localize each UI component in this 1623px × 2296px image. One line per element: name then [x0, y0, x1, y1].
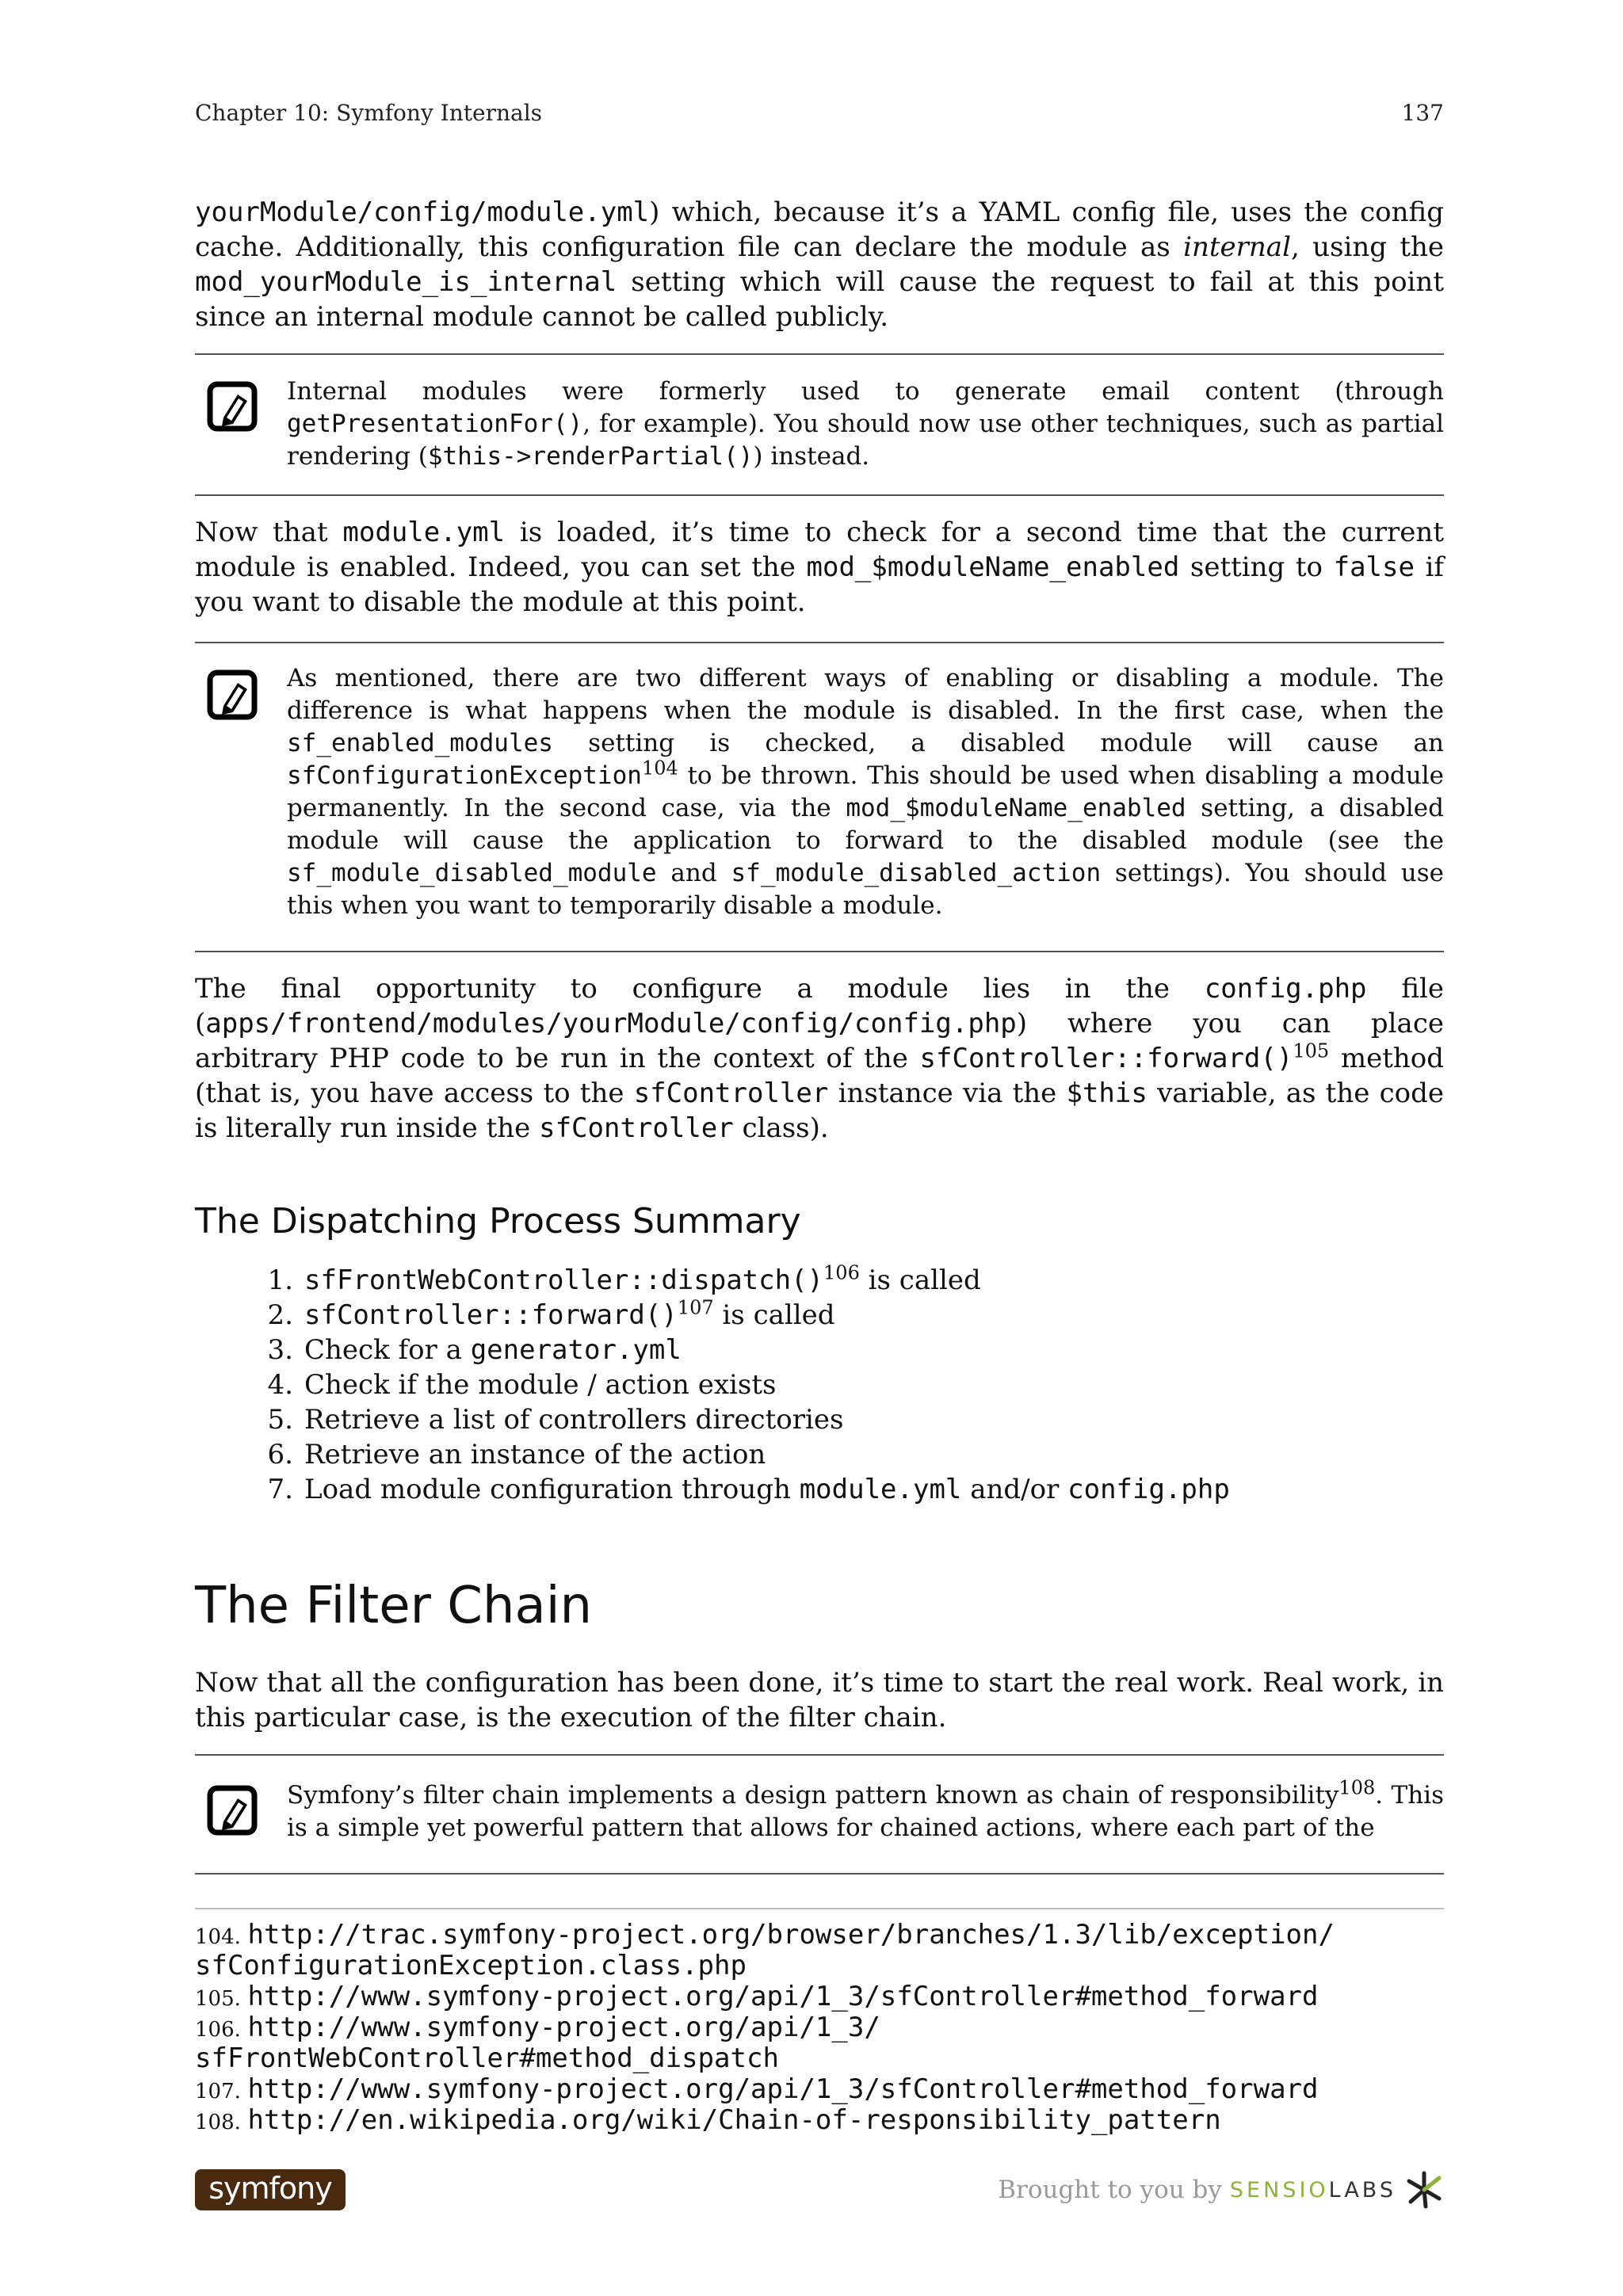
footnote-link[interactable]: http://en.wikipedia.org/wiki/Chain-of-responsibility_pattern: [247, 2104, 1221, 2136]
code-inline: mod_$moduleName_enabled: [846, 794, 1186, 822]
paragraph-module-enabled: Now that module.yml is loaded, it’s time to check for a second time that the current module is enabled. Indeed, you can set the mod_$moduleName_enabled setting to false if you want to disable the module at this point.: [195, 517, 1444, 618]
code-inline: module.yml: [799, 1474, 962, 1505]
symfony-logo-text: symfony: [208, 2171, 332, 2206]
note-icon: [206, 669, 258, 721]
list-item: 2. sfController::forward()$^{107}$ is called: [267, 1296, 835, 1331]
page-number: 137: [1401, 100, 1444, 126]
footnote-ref-105[interactable]: 105: [1293, 1039, 1330, 1062]
footnotes: [195, 1908, 1444, 2137]
footnote-link[interactable]: sfFrontWebController#method_dispatch: [195, 2042, 779, 2074]
footnote-106: 106. http://www.symfony-project.org/api/1_3/ sfFrontWebController#method_dispatch: [195, 2012, 880, 2074]
code-inline: false: [1333, 551, 1415, 583]
note-box-chain-of-responsibility: Symfony’s filter chain implements a design pattern known as chain of responsibility$^{108}$. This is a simple yet powerful pattern that allows for chained actions, where each part of the: [195, 1754, 1444, 1875]
code-inline: sf_enabled_modules: [287, 729, 553, 757]
code-inline: sfController: [539, 1112, 734, 1144]
note-icon: [206, 380, 258, 433]
list-item: 4. Check if the module / action exists: [267, 1369, 777, 1401]
code-inline: generator.yml: [470, 1334, 682, 1366]
code-inline: sf_module_disabled_module: [287, 859, 657, 887]
code-inline: getPresentationFor(): [287, 410, 583, 438]
code-inline: config.php: [1067, 1474, 1230, 1505]
code-inline: mod_yourModule_is_internal: [195, 266, 617, 298]
sensiolabs-star-icon: [1404, 2170, 1444, 2210]
code-inline: sfFrontWebController::dispatch(): [304, 1264, 824, 1296]
code-inline: $this->renderPartial(): [427, 442, 754, 471]
footnote-link[interactable]: http://www.symfony-project.org/api/1_3/: [247, 2012, 880, 2043]
section-heading: The Dispatching Process Summary: [195, 1201, 801, 1241]
footnote-ref-108[interactable]: 108: [1338, 1776, 1376, 1799]
list-item: 1. sfFrontWebController::dispatch()$^{106}$ is called: [267, 1261, 981, 1296]
code-inline: sfController::forward(): [304, 1299, 678, 1331]
list-item: 3. Check for a generator.yml: [267, 1334, 682, 1366]
footnote-link[interactable]: http://www.symfony-project.org/api/1_3/sfController#method_forward: [247, 2073, 1319, 2105]
code-inline: yourModule/config/module.yml: [195, 196, 650, 228]
list-item: 6. Retrieve an instance of the action: [267, 1439, 766, 1470]
footnote-ref-107[interactable]: 107: [677, 1296, 714, 1319]
footnote-ref-106[interactable]: 106: [823, 1261, 860, 1284]
footnote-105: 105. http://www.symfony-project.org/api/1_3/sfController#method_forward: [195, 1981, 1319, 2012]
running-header: [195, 100, 1444, 126]
emphasis: internal: [1183, 231, 1291, 263]
symfony-logo: [195, 2169, 346, 2210]
footnote-104: 104. http://trac.symfony-project.org/browser/branches/1.3/lib/exception/ sfConfigurationException.class.php: [195, 1919, 1335, 1981]
list-item: 7. Load module configuration through module.yml and/or config.php: [267, 1474, 1230, 1505]
code-inline: module.yml: [342, 517, 506, 548]
footnote-link[interactable]: sfConfigurationException.class.php: [195, 1950, 747, 1981]
footnote-link[interactable]: http://trac.symfony-project.org/browser/branches/1.3/lib/exception/: [247, 1919, 1335, 1951]
dispatch-summary-list: [195, 1263, 1444, 1507]
footnote-108: 108. http://en.wikipedia.org/wiki/Chain-of-responsibility_pattern: [195, 2104, 1221, 2136]
footer-credit: [998, 2169, 1444, 2210]
note-box-disabling-modules: As mentioned, there are two different ways of enabling or disabling a module. The difference is what happens when the module is disabled. In the first case, when the sf_enabled_modules setting is checked, a disabled module will cause an sfConfigurationException$^{104}$ to be thrown. This should be used when disabling a module permanently. In the second case, via the mod_$moduleName_enabled setting, a disabled module will cause the application to forward to the disabled module (see the sf_module_disabled_module and sf_module_disabled_action settings). You should use this when you want to temporarily disable a module.: [195, 642, 1444, 952]
code-inline: sfController::forward(): [919, 1043, 1293, 1074]
paragraph-filter-chain: Now that all the configuration has been done, it’s time to start the real work. Real work, in this particular case, is the execution of the filter chain.: [195, 1667, 1444, 1733]
paragraph-module-yml: yourModule/config/module.yml) which, because it’s a YAML config file, uses the config cache. Additionally, this configuration file can declare the module as internal, using the mod_yourModule_is_internal setting which will cause the request to fail at this point since an internal module cannot be called publicly.: [195, 196, 1444, 333]
code-inline: apps/frontend/modules/yourModule/config/config.php: [205, 1008, 1017, 1039]
footnote-link[interactable]: http://www.symfony-project.org/api/1_3/sfController#method_forward: [247, 1981, 1319, 2012]
sensiolabs-logo: SENSIOLABS: [1229, 2177, 1396, 2203]
chapter-title: Chapter 10: Symfony Internals: [195, 100, 543, 126]
list-item: 5. Retrieve a list of controllers directories: [267, 1404, 844, 1436]
note-box-internal-modules: Internal modules were formerly used to generate email content (through getPresentationFor(), for example). You should now use other techniques, such as partial rendering ($this->renderPartial()) instead.: [195, 353, 1444, 496]
chapter-heading: The Filter Chain: [195, 1577, 593, 1635]
code-inline: $this: [1066, 1077, 1148, 1109]
code-inline: config.php: [1204, 973, 1367, 1005]
footnote-107: 107. http://www.symfony-project.org/api/1_3/sfController#method_forward: [195, 2073, 1319, 2105]
paragraph-config-php: The final opportunity to configure a module lies in the config.php file (apps/frontend/modules/yourModule/config/config.php) where you can place arbitrary PHP code to be run in the context of the sfController::forward()$^{105}$ method (that is, you have access to the sfController instance via the $this variable, as the code is literally run inside the sfController class).: [195, 973, 1445, 1144]
code-inline: sfController: [633, 1077, 829, 1109]
code-inline: mod_$moduleName_enabled: [806, 551, 1180, 583]
footnote-ref-104[interactable]: 104: [641, 757, 678, 780]
note-icon: [206, 1784, 258, 1836]
code-inline: sf_module_disabled_action: [731, 859, 1102, 887]
brought-by-text: Brought to you by: [998, 2176, 1222, 2204]
code-inline: sfConfigurationException: [287, 761, 642, 790]
